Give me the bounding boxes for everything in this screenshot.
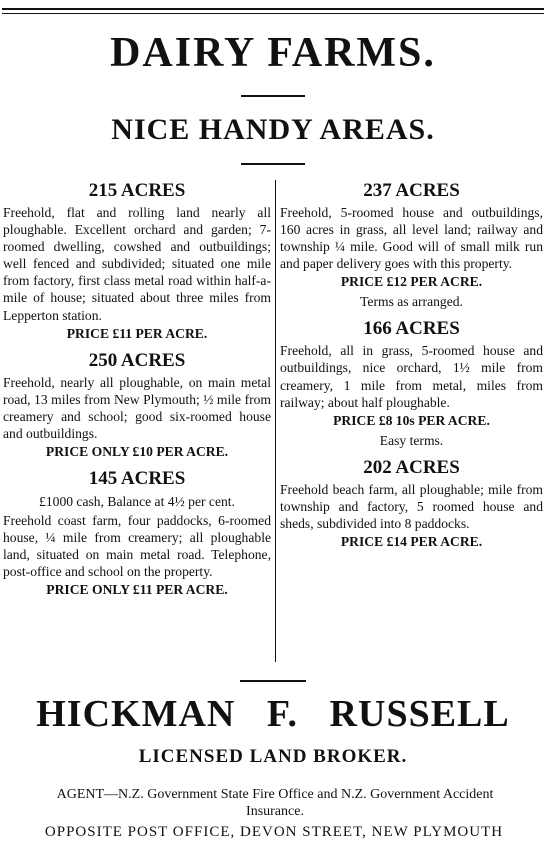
listing-166-acres xyxy=(280,316,543,450)
listing-heading: 215 ACRES xyxy=(88,180,186,201)
listing-terms: Easy terms. xyxy=(379,432,444,448)
left-column xyxy=(3,178,271,604)
listing-description: Freehold beach farm, all ploughable; mile from township and factory, 5 roomed house and sheds, subdivided into 8 paddocks. xyxy=(280,481,543,531)
title-divider xyxy=(241,95,305,97)
subtitle-divider xyxy=(241,163,305,165)
listing-price: PRICE ONLY £10 PER ACRE. xyxy=(45,444,229,460)
listing-237-acres xyxy=(280,178,543,312)
listing-price: PRICE £8 10s PER ACRE. xyxy=(333,412,490,428)
listing-price: PRICE ONLY £11 PER ACRE. xyxy=(46,582,228,598)
listing-heading: 145 ACRES xyxy=(88,468,186,490)
ad-title: DAIRY FARMS. xyxy=(110,30,436,76)
footer-divider xyxy=(240,680,306,682)
listing-description: Freehold coast farm, four paddocks, 6-roomed house, ¼ mile from creamery; all ploughable land, situated on main metal road. Telephone, post-office and school on the property. xyxy=(3,513,271,580)
listing-heading: 166 ACRES xyxy=(363,318,460,340)
top-rule-thin xyxy=(2,13,544,14)
top-rule xyxy=(2,8,544,10)
listing-202-acres xyxy=(280,455,543,552)
listing-price: PRICE £14 PER ACRE. xyxy=(340,534,483,550)
agent-line: AGENT—N.Z. Government State Fire Office and N.Z. Government Accident Insurance. xyxy=(56,787,494,819)
ad-subtitle: NICE HANDY AREAS. xyxy=(111,113,435,146)
listing-description: Freehold, nearly all ploughable, on main metal road, 13 miles from New Plymouth; ½ mile from creamery and school; good six-roomed house and outbuildings. xyxy=(3,374,271,441)
listing-heading: 202 ACRES xyxy=(363,456,460,478)
listing-description: Freehold, all in grass, 5-roomed house and outbuildings, nice orchard, 1½ mile from creamery, 1 mile from metal, miles from railway; about half ploughable. xyxy=(280,343,543,410)
listing-price: PRICE £12 PER ACRE. xyxy=(340,274,483,290)
office-address: OPPOSITE POST OFFICE, DEVON STREET, NEW PLYMOUTH xyxy=(44,824,504,840)
firm-name: HICKMAN F. RUSSELL xyxy=(36,693,510,735)
right-column xyxy=(280,178,543,556)
listing-description: Freehold, 5-roomed house and outbuildings, 160 acres in grass, all level land; railway and township ¼ mile. Good will of small milk run and paper delivery goes with this property. xyxy=(280,205,543,272)
listing-250-acres xyxy=(3,348,271,462)
column-divider xyxy=(275,180,276,662)
listing-price: PRICE £11 PER ACRE. xyxy=(66,325,208,341)
listing-215-acres xyxy=(3,178,271,344)
listing-145-acres xyxy=(3,466,271,600)
listing-terms: Terms as arranged. xyxy=(360,294,463,310)
licence-line: LICENSED LAND BROKER. xyxy=(138,746,408,767)
listing-description: Freehold, flat and rolling land nearly all ploughable. Excellent orchard and garden; 7-roomed dwelling, cowshed and outbuildings; well fenced and subdivided; situated one mile from factory, first class metal road within half-a-mile of house; situated about three miles from Lepperton station. xyxy=(3,205,271,323)
listing-heading: 237 ACRES xyxy=(363,180,460,201)
listing-terms-lead: £1000 cash, Balance at 4½ per cent. xyxy=(39,494,235,510)
listing-heading: 250 ACRES xyxy=(88,349,186,371)
